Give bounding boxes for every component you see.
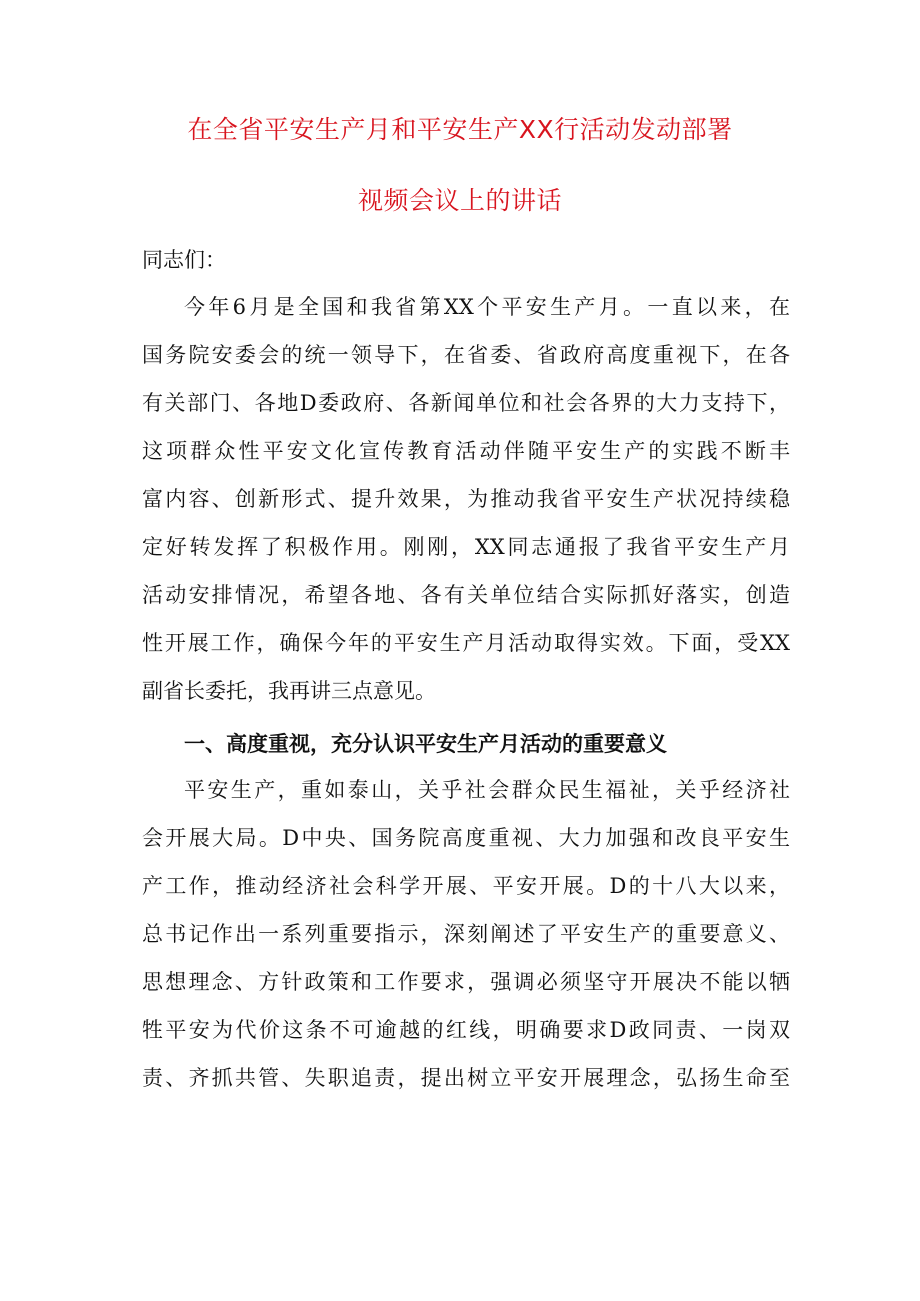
paragraph-line: 性开展工作，确保今年的平安生产月活动取得实效。下面，受XX (142, 631, 790, 655)
paragraph-line: 牲平安为代价这条不可逾越的红线，明确要求D政同责、一岗双 (142, 1018, 790, 1042)
paragraph-line: 责、齐抓共管、失职追责，提出树立平安开展理念，弘扬生命至 (142, 1066, 790, 1090)
paragraph-line: 平安生产，重如泰山，关乎社会群众民生福祉，关乎经济社 (184, 778, 790, 802)
paragraph-line: 副省长委托，我再讲三点意见。 (142, 679, 436, 703)
paragraph-line: 思想理念、方针政策和工作要求，强调必须坚守开展决不能以牺 (142, 970, 790, 994)
paragraph-line: 会开展大局。D中央、国务院高度重视、大力加强和改良平安生 (142, 826, 790, 850)
section-heading-1: 一、高度重视，充分认识平安生产月活动的重要意义 (184, 731, 667, 756)
paragraph-line: 活动安排情况，希望各地、各有关单位结合实际抓好落实，创造 (142, 583, 790, 607)
paragraph-line: 今年6月是全国和我省第XX个平安生产月。一直以来，在 (184, 295, 790, 319)
paragraph-line: 产工作，推动经济社会科学开展、平安开展。D的十八大以来， (142, 874, 790, 898)
salutation: 同志们： (142, 248, 226, 272)
paragraph-line: 定好转发挥了积极作用。刚刚，XX同志通报了我省平安生产月 (142, 535, 790, 559)
document-title-line-1: 在全省平安生产月和平安生产XX行活动发动部署 (187, 115, 733, 144)
paragraph-line: 富内容、创新形式、提升效果，为推动我省平安生产状况持续稳 (142, 487, 790, 511)
paragraph-line: 总书记作出一系列重要指示，深刻阐述了平安生产的重要意义、 (142, 922, 790, 946)
paragraph-line: 国务院安委会的统一领导下，在省委、省政府高度重视下，在各 (142, 343, 790, 367)
document-title-line-2: 视频会议上的讲话 (357, 186, 562, 215)
paragraph-2 (142, 766, 790, 1102)
paragraph-line: 这项群众性平安文化宣传教育活动伴随平安生产的实践不断丰 (142, 439, 790, 463)
paragraph-line: 有关部门、各地D委政府、各新闻单位和社会各界的大力支持下， (142, 391, 790, 415)
paragraph-1 (142, 283, 790, 715)
